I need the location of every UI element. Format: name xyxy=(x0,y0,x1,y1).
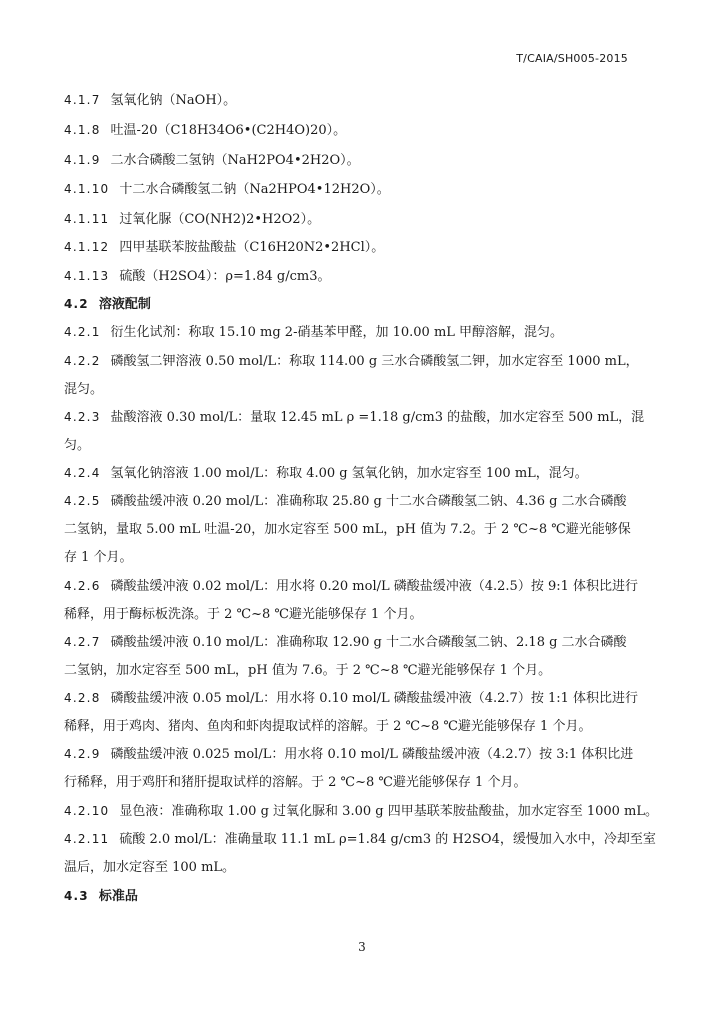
solution-line: 存 1 个月。 xyxy=(64,550,133,565)
reagent-item: 4.1.13 硫酸（H2SO4）：ρ=1.84 g/cm3。 xyxy=(64,269,331,284)
solution-line: 温后，加水定容至 100 mL。 xyxy=(64,860,236,875)
solution-item: 4.2.11 硫酸 2.0 mol/L：准确量取 11.1 mL ρ=1.84 g/cm3 的 H2SO4，缓慢加入水中，冷却至室 xyxy=(64,832,656,847)
solution-line: 稀释，用于酶标板洗涤。于 2 ℃~8 ℃避光能够保存 1 个月。 xyxy=(64,607,423,622)
reagent-item: 4.1.11 过氧化脲（CO(NH2)2•H2O2）。 xyxy=(64,212,321,227)
solution-item: 4.2.2 磷酸氢二钾溶液 0.50 mol/L：称取 114.00 g 三水合磷酸氢二钾，加水定容至 1000 mL， xyxy=(64,354,639,369)
solution-item: 4.2.5 磷酸盐缓冲液 0.20 mol/L：准确称取 25.80 g 十二水合磷酸氢二钠、4.36 g 二水合磷酸 xyxy=(64,494,627,509)
solution-item: 4.2.4 氢氧化钠溶液 1.00 mol/L：称取 4.00 g 氢氧化钠，加水定容至 100 mL，混匀。 xyxy=(64,466,588,481)
solution-item: 4.2.9 磷酸盐缓冲液 0.025 mol/L：用水将 0.10 mol/L 磷酸盐缓冲液（4.2.7）按 3:1 体积比进 xyxy=(64,747,634,762)
reagent-item: 4.1.8 吐温-20（C18H34O6•(C2H4O)20）。 xyxy=(64,123,347,138)
solution-item: 4.2.1 衍生化试剂：称取 15.10 mg 2-硝基苯甲醛，加 10.00 mL 甲醇溶解，混匀。 xyxy=(64,325,564,340)
solution-item: 4.2.3 盐酸溶液 0.30 mol/L：量取 12.45 mL ρ =1.18 g/cm3 的盐酸，加水定容至 500 mL，混 xyxy=(64,410,645,425)
solution-item: 4.2.6 磷酸盐缓冲液 0.02 mol/L：用水将 0.20 mol/L 磷酸盐缓冲液（4.2.5）按 9:1 体积比进行 xyxy=(64,579,639,594)
section-heading: 4.2 溶液配制 xyxy=(64,297,151,312)
page-number: 3 xyxy=(358,940,366,954)
solution-item: 4.2.7 磷酸盐缓冲液 0.10 mol/L：准确称取 12.90 g 十二水合磷酸氢二钠、2.18 g 二水合磷酸 xyxy=(64,635,627,650)
solution-line: 二氢钠，加水定容至 500 mL，pH 值为 7.6。于 2 ℃~8 ℃避光能够保存 1 个月。 xyxy=(64,663,552,678)
reagent-item: 4.1.12 四甲基联苯胺盐酸盐（C16H20N2•2HCl）。 xyxy=(64,240,385,255)
solution-line: 行稀释，用于鸡肝和猪肝提取试样的溶解。于 2 ℃~8 ℃避光能够保存 1 个月。 xyxy=(64,775,527,790)
reagent-item: 4.1.10 十二水合磷酸氢二钠（Na2HPO4•12H2O）。 xyxy=(64,182,390,197)
solution-line: 二氢钠，量取 5.00 mL 吐温-20，加水定容至 500 mL，pH 值为 7.2。于 2 ℃~8 ℃避光能够保 xyxy=(64,522,631,537)
solution-item: 4.2.8 磷酸盐缓冲液 0.05 mol/L：用水将 0.10 mol/L 磷酸盐缓冲液（4.2.7）按 1:1 体积比进行 xyxy=(64,691,639,706)
document-header: T/CAIA/SH005-2015 xyxy=(516,52,628,65)
section-heading: 4.3 标准品 xyxy=(64,889,138,904)
solution-line: 稀释，用于鸡肉、猪肉、鱼肉和虾肉提取试样的溶解。于 2 ℃~8 ℃避光能够保存 1 个月。 xyxy=(64,719,592,734)
reagent-item: 4.1.7 氢氧化钠（NaOH）。 xyxy=(64,93,237,108)
solution-item: 4.2.10 显色液：准确称取 1.00 g 过氧化脲和 3.00 g 四甲基联苯胺盐酸盐，加水定容至 1000 mL。 xyxy=(64,804,659,819)
solution-line: 匀。 xyxy=(64,438,91,453)
reagent-item: 4.1.9 二水合磷酸二氢钠（NaH2PO4•2H2O）。 xyxy=(64,153,360,168)
solution-line: 混匀。 xyxy=(64,382,104,397)
